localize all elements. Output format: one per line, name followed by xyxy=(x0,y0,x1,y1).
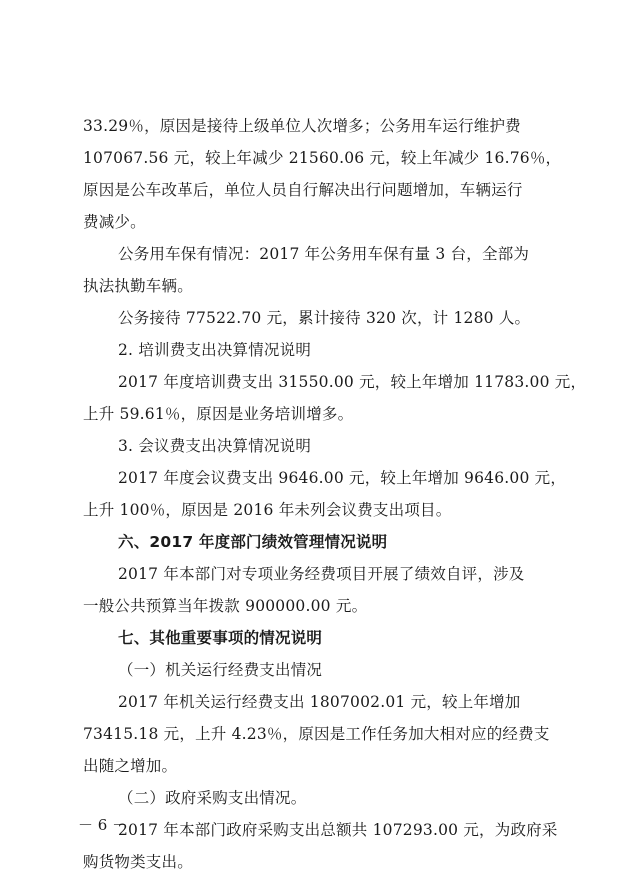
text-line: 费减少。 xyxy=(83,213,146,231)
text-line: 2017 年度培训费支出 31550.00 元，较上年增加 11783.00 元， xyxy=(118,373,587,391)
text-line: 公务用车保有情况：2017 年公务用车保有量 3 台，全部为 xyxy=(118,245,530,263)
subsection-heading: 3. 会议费支出决算情况说明 xyxy=(118,437,312,455)
page-number: － 6 － xyxy=(78,816,128,834)
subsection-heading: 2. 培训费支出决算情况说明 xyxy=(118,341,312,359)
section-heading: 七、其他重要事项的情况说明 xyxy=(118,629,323,647)
text-line: 上升 59.61％，原因是业务培训增多。 xyxy=(83,405,354,423)
text-line: 执法执勤车辆。 xyxy=(83,277,193,295)
text-line: 一般公共预算当年拨款 900000.00 元。 xyxy=(83,597,368,615)
subsection-heading: （二）政府采购支出情况。 xyxy=(118,789,307,807)
text-line: 上升 100％，原因是 2016 年未列会议费支出项目。 xyxy=(83,501,452,519)
text-line: 原因是公车改革后，单位人员自行解决出行问题增加，车辆运行 xyxy=(83,181,523,199)
subsection-heading: （一）机关运行经费支出情况 xyxy=(118,661,323,679)
text-line: 出随之增加。 xyxy=(83,757,178,775)
text-line: 2017 年度会议费支出 9646.00 元，较上年增加 9646.00 元， xyxy=(118,469,567,487)
text-line: 公务接待 77522.70 元，累计接待 320 次，计 1280 人。 xyxy=(118,309,531,327)
text-line: 2017 年本部门政府采购支出总额共 107293.00 元，为政府采 xyxy=(118,821,558,839)
text-line: 2017 年机关运行经费支出 1807002.01 元，较上年增加 xyxy=(118,693,521,711)
text-line: 107067.56 元，较上年减少 21560.06 元，较上年减少 16.76％， xyxy=(83,149,562,167)
text-line: 购货物类支出。 xyxy=(83,853,193,871)
text-line: 2017 年本部门对专项业务经费项目开展了绩效自评，涉及 xyxy=(118,565,525,583)
section-heading: 六、2017 年度部门绩效管理情况说明 xyxy=(118,533,388,551)
text-line: 73415.18 元，上升 4.23％，原因是工作任务加大相对应的经费支 xyxy=(83,725,550,743)
text-line: 33.29％，原因是接待上级单位人次增多；公务用车运行维护费 xyxy=(83,117,521,135)
